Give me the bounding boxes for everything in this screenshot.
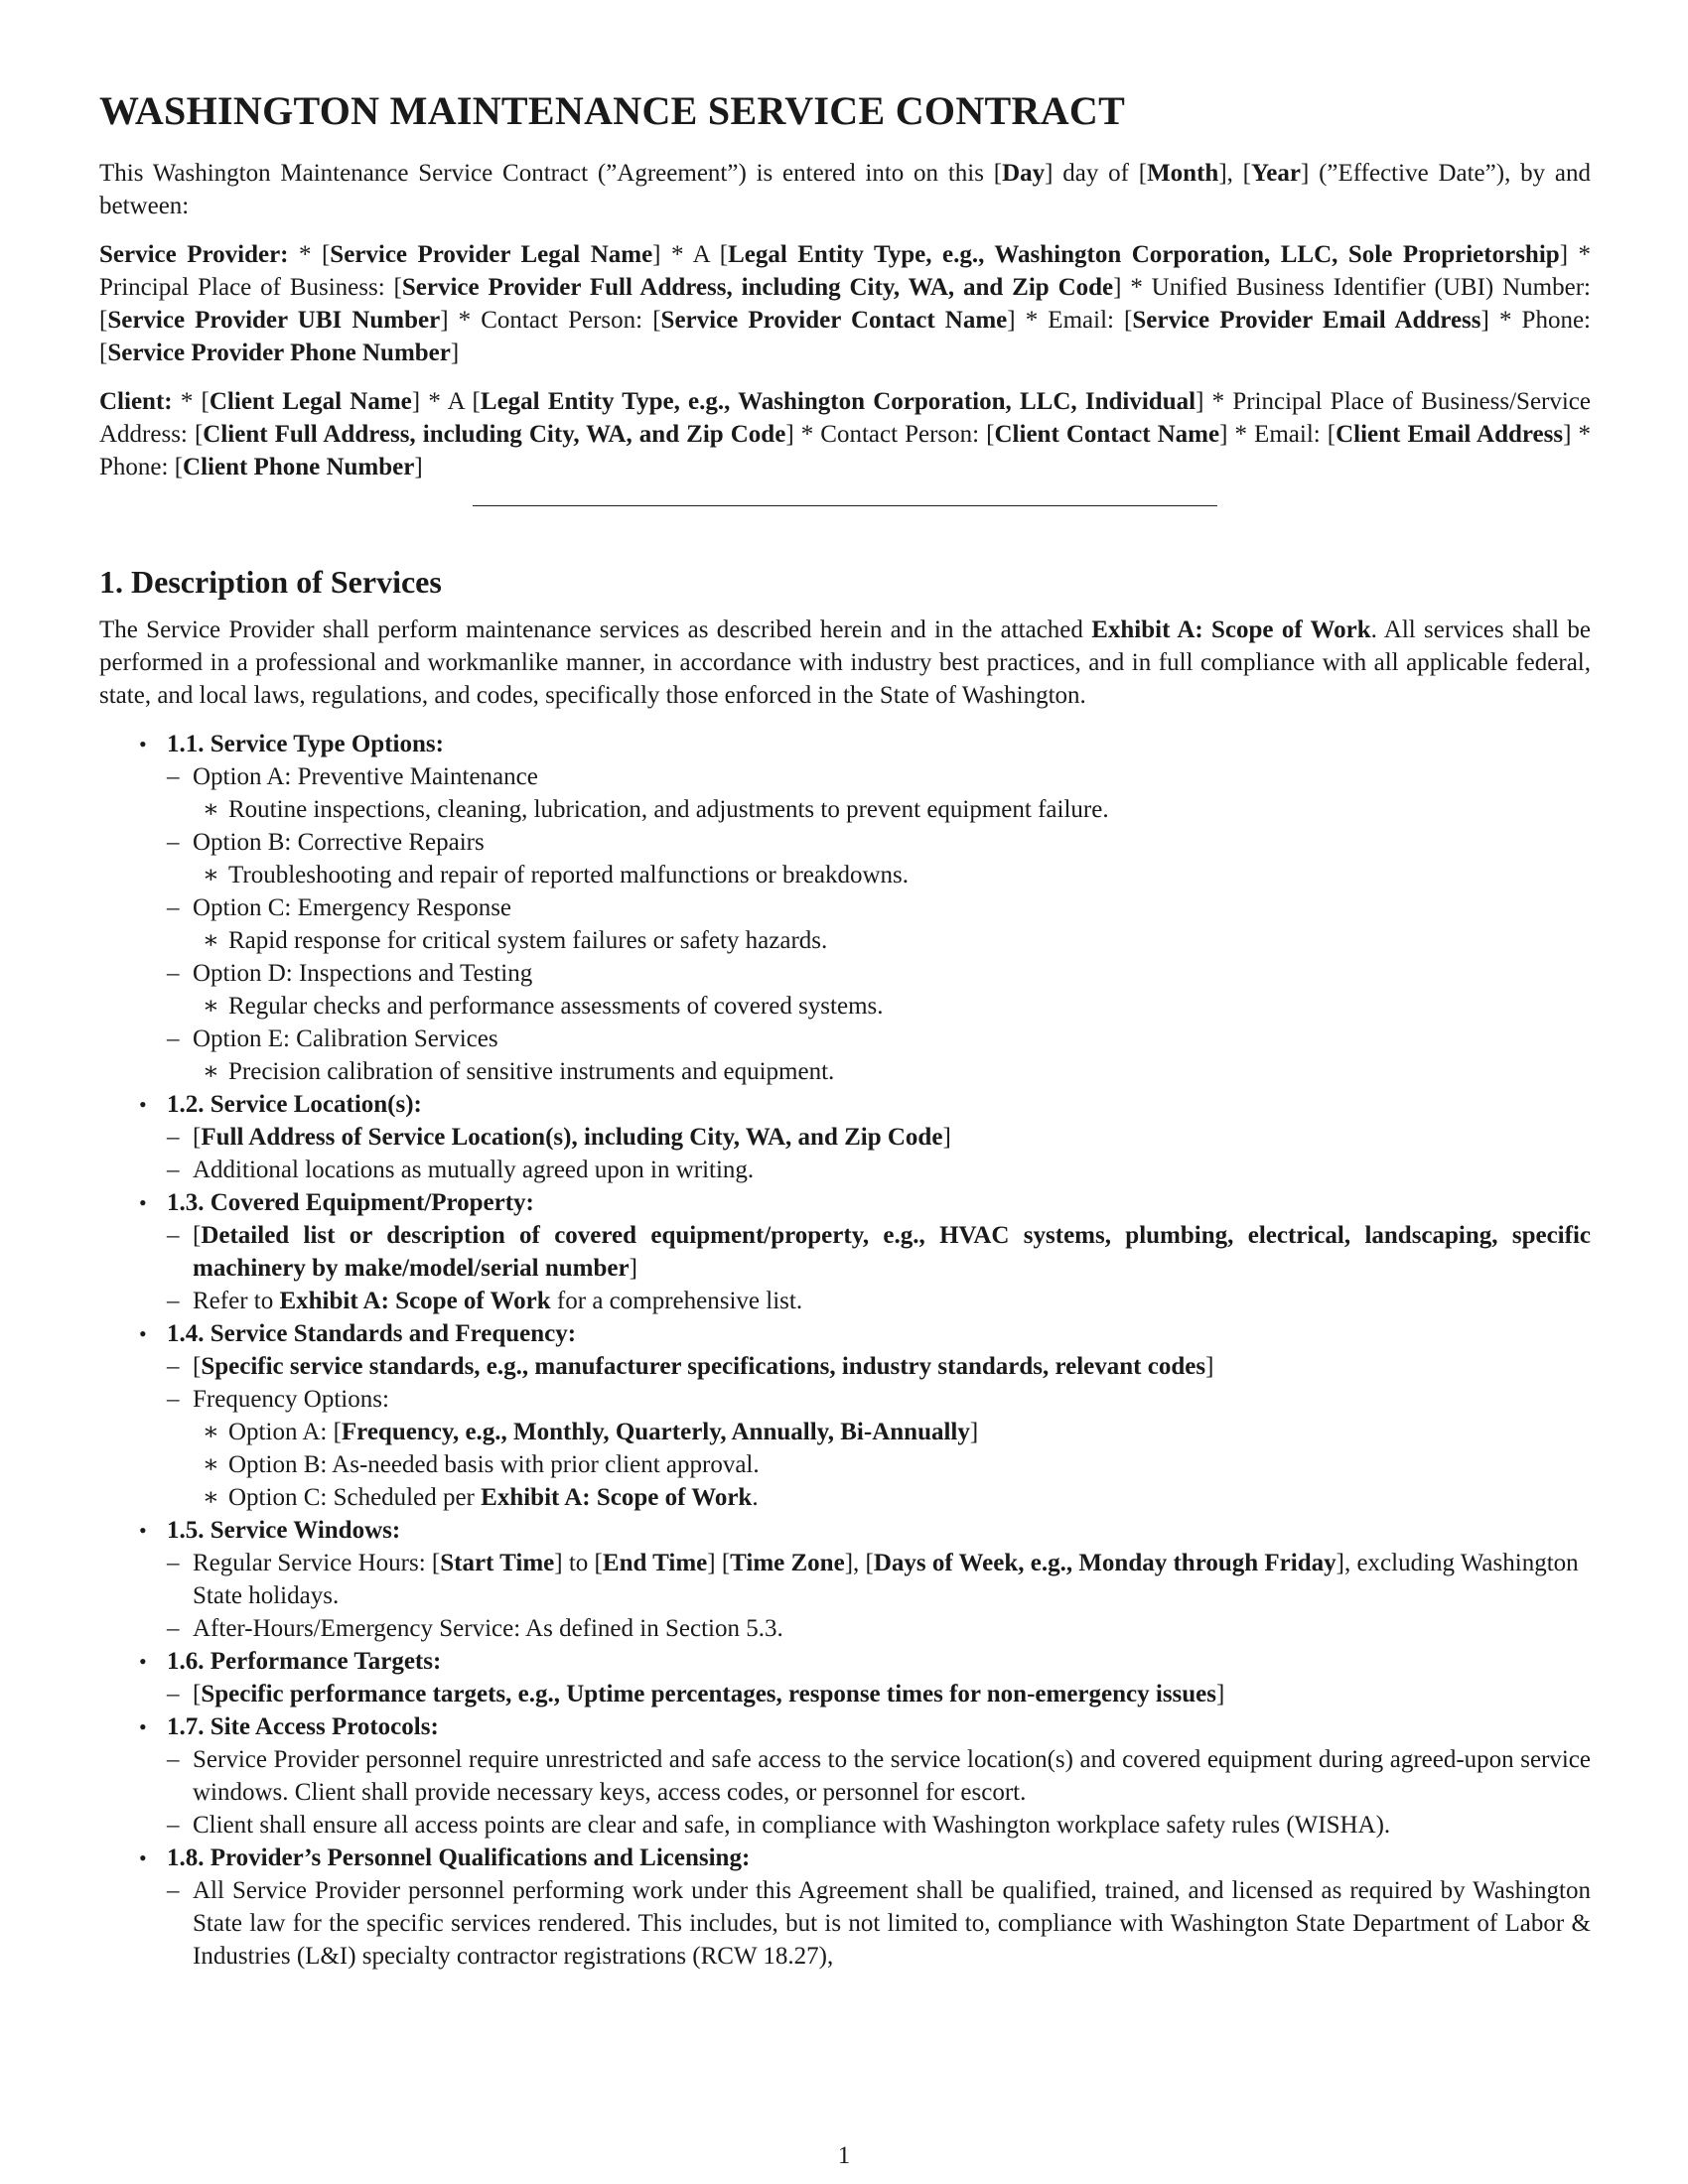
list-item [99, 1514, 1591, 1645]
list-item [193, 859, 1591, 891]
subsection-heading: 1.8. Provider’s Personnel Qualifications and Licensing: [167, 1844, 751, 1871]
text: Regular checks and performance assessments of covered systems. [228, 993, 884, 1020]
list-item [193, 924, 1591, 957]
client-label: Client: [99, 388, 173, 415]
text: ] [ [707, 1550, 731, 1576]
intro-text: ] (”Effective Date”), by and between: [99, 160, 1591, 219]
text: Option D: Inspections and Testing [193, 960, 533, 987]
provider-phone-placeholder: Service Provider Phone Number [107, 340, 451, 366]
list-item [99, 1317, 1591, 1514]
page-number: 1 [837, 2142, 851, 2169]
text: Days of Week, e.g., Monday through Friday [873, 1550, 1336, 1576]
section-1-list [99, 728, 1591, 1973]
subsection-heading: 1.5. Service Windows: [167, 1517, 401, 1544]
client-address-placeholder: Client Full Address, including City, WA, and Zip Code [203, 421, 786, 448]
text: ] [450, 340, 460, 366]
exhibit-a-reference: Exhibit A: Scope of Work [1091, 616, 1371, 643]
text: Start Time [440, 1550, 555, 1576]
text: for a comprehensive list. [550, 1288, 803, 1314]
intro-text: ], [ [1218, 160, 1251, 187]
text: ] [414, 454, 423, 480]
text: ] * Phone: [ [99, 421, 1591, 480]
list-item [193, 793, 1591, 826]
text: Option E: Calibration Services [193, 1025, 498, 1052]
list-item: – [Specific performance targets, e.g., Uptime percentages, response times for non-emergency issues] [167, 1678, 1591, 1710]
text: ] * Principal Place of Business/Service Address: [ [99, 388, 1592, 448]
text: * [ [288, 241, 331, 268]
intro-paragraph [99, 157, 1591, 222]
provider-ubi-placeholder: Service Provider UBI Number [107, 307, 441, 334]
text: ], excluding Washington State holidays. [193, 1550, 1579, 1609]
text: Troubleshooting and repair of reported malfunctions or breakdowns. [228, 862, 910, 888]
text: Option A: Preventive Maintenance [193, 763, 538, 790]
day-placeholder: Day [1002, 160, 1046, 187]
provider-email-placeholder: Service Provider Email Address [1132, 307, 1481, 334]
list-item [167, 826, 1591, 891]
list-item [193, 990, 1591, 1023]
client-name-placeholder: Client Legal Name [209, 388, 412, 415]
list-item [99, 1710, 1591, 1842]
text: End Time [602, 1550, 708, 1576]
text: Exhibit A: Scope of Work [279, 1288, 551, 1314]
text: * [ [172, 388, 210, 415]
list-item: ∗ Option C: Scheduled per Exhibit A: Scope of Work. [193, 1481, 1591, 1514]
provider-contact-placeholder: Service Provider Contact Name [660, 307, 1008, 334]
text: ] * Contact Person: [ [785, 421, 995, 448]
text: Exhibit A: Scope of Work [481, 1484, 753, 1511]
client-contact-placeholder: Client Contact Name [994, 421, 1220, 448]
text: Option C: Emergency Response [193, 894, 512, 921]
text: Refer to [193, 1288, 280, 1314]
list-item [167, 1612, 1591, 1645]
text: Service Provider personnel require unrestricted and safe access to the service location(s) and covered equipment during agreed-upon service windows. Client shall provide necessary keys, access codes, or personnel for escort. [193, 1746, 1591, 1806]
list-item [167, 1809, 1591, 1842]
text: Option B: Corrective Repairs [193, 829, 485, 856]
list-item: – [Specific service standards, e.g., manufacturer specifications, industry standards, relevant codes] [167, 1350, 1591, 1383]
list-item [167, 891, 1591, 957]
text: ] * A [ [411, 388, 481, 415]
list-item [193, 1448, 1591, 1481]
text: Client shall ensure all access points are clear and safe, in compliance with Washington workplace safety rules (WISHA). [193, 1812, 1391, 1839]
text: All Service Provider personnel performing work under this Agreement shall be qualified, trained, and licensed as required by Washington State law for the specific services rendered. This includes, but is not limited to, compliance with Washington State Department of Labor & Industries (L&I) specialty contractor registrations (RCW 18.27), [193, 1877, 1591, 1970]
provider-label: Service Provider: [99, 241, 289, 268]
year-placeholder: Year [1251, 160, 1301, 187]
list-item [99, 1088, 1591, 1186]
list-item [167, 1154, 1591, 1186]
text: Additional locations as mutually agreed upon in writing. [193, 1157, 755, 1183]
list-item [99, 1842, 1591, 1973]
text: ] * Contact Person: [ [440, 307, 661, 334]
section-1-intro [99, 614, 1591, 712]
intro-text: This Washington Maintenance Service Contract (”Agreement”) is entered into on this [ [99, 160, 1003, 187]
text: Option C: Scheduled per [228, 1484, 482, 1511]
list-item [167, 1023, 1591, 1088]
document-title: WASHINGTON MAINTENANCE SERVICE CONTRACT [99, 88, 1126, 133]
list-item: – [Full Address of Service Location(s), including City, WA, and Zip Code] [167, 1121, 1591, 1154]
text: Option B: As-needed basis with prior client approval. [228, 1451, 760, 1478]
text: ] * Email: [ [1007, 307, 1133, 334]
provider-name-placeholder: Service Provider Legal Name [330, 241, 653, 268]
text: Detailed list or description of covered equipment/property, e.g., HVAC systems, plumbing, electrical, landscaping, specific machinery by make/model/serial number [193, 1222, 1591, 1282]
text: . All services shall be performed in a professional and workmanlike manner, in accordance with industry best practices, and in full compliance with all applicable federal, state, and local laws, regulations, and codes, specifically those enforced in the State of Washington. [99, 616, 1591, 709]
list-item [167, 1743, 1591, 1809]
subsection-heading: 1.4. Service Standards and Frequency: [167, 1320, 577, 1347]
text: ] * Phone: [ [99, 307, 1591, 366]
list-item: ∗ Option A: [Frequency, e.g., Monthly, Quarterly, Annually, Bi-Annually] [193, 1416, 1591, 1448]
text: Time Zone [730, 1550, 845, 1576]
list-item [193, 1055, 1591, 1088]
text: ] * A [ [652, 241, 729, 268]
intro-text: ] day of [ [1045, 160, 1148, 187]
text: Precision calibration of sensitive instruments and equipment. [228, 1058, 835, 1085]
text: Specific service standards, e.g., manufacturer specifications, industry standards, relevant codes [201, 1353, 1206, 1380]
text: ] * Email: [ [1219, 421, 1336, 448]
list-item [167, 1874, 1591, 1973]
text: ] * Principal Place of Business: [ [99, 241, 1591, 301]
list-item [99, 1645, 1591, 1710]
text: ] to [ [554, 1550, 603, 1576]
list-item [99, 1186, 1591, 1317]
list-item [99, 728, 1591, 1088]
text: Routine inspections, cleaning, lubrication, and adjustments to prevent equipment failure. [228, 796, 1109, 823]
client-phone-placeholder: Client Phone Number [183, 454, 415, 480]
client-email-placeholder: Client Email Address [1336, 421, 1564, 448]
list-item [167, 1383, 1591, 1514]
list-item [167, 957, 1591, 1023]
text: Frequency, e.g., Monthly, Quarterly, Annually, Bi-Annually [341, 1419, 970, 1445]
list-item: – [Detailed list or description of covered equipment/property, e.g., HVAC systems, plumbing, electrical, landscaping, specific machinery by make/model/serial number] [167, 1219, 1591, 1285]
document-page [99, 87, 1591, 1973]
list-item [167, 1547, 1591, 1612]
service-provider-block [99, 238, 1591, 369]
subsection-heading: 1.3. Covered Equipment/Property: [167, 1189, 534, 1216]
provider-entity-placeholder: Legal Entity Type, e.g., Washington Corporation, LLC, Sole Proprietorship [728, 241, 1560, 268]
horizontal-divider [473, 505, 1217, 506]
text: Regular Service Hours: [ [193, 1550, 441, 1576]
subsection-heading: 1.7. Site Access Protocols: [167, 1713, 439, 1740]
text: Full Address of Service Location(s), including City, WA, and Zip Code [201, 1124, 943, 1151]
subsection-heading: 1.2. Service Location(s): [167, 1091, 422, 1118]
text: Option A: [ [228, 1419, 342, 1445]
client-entity-placeholder: Legal Entity Type, e.g., Washington Corporation, LLC, Individual [480, 388, 1196, 415]
text: After-Hours/Emergency Service: As defined in Section 5.3. [193, 1615, 783, 1642]
text: Rapid response for critical system failures or safety hazards. [228, 927, 828, 954]
list-item [167, 760, 1591, 826]
text: Frequency Options: [193, 1386, 389, 1413]
provider-address-placeholder: Service Provider Full Address, including City, WA, and Zip Code [401, 274, 1114, 301]
client-block [99, 385, 1591, 483]
text: Specific performance targets, e.g., Uptime percentages, response times for non-emergency issues [201, 1681, 1217, 1707]
section-1-heading: 1. Description of Services [99, 564, 442, 600]
text: ], [ [844, 1550, 874, 1576]
list-item [167, 1285, 1591, 1317]
text: The Service Provider shall perform maintenance services as described herein and in the attached [99, 616, 1092, 643]
month-placeholder: Month [1147, 160, 1219, 187]
subsection-heading: 1.1. Service Type Options: [167, 731, 444, 757]
subsection-heading: 1.6. Performance Targets: [167, 1648, 442, 1675]
text: ] * Unified Business Identifier (UBI) Number: [ [99, 274, 1591, 334]
